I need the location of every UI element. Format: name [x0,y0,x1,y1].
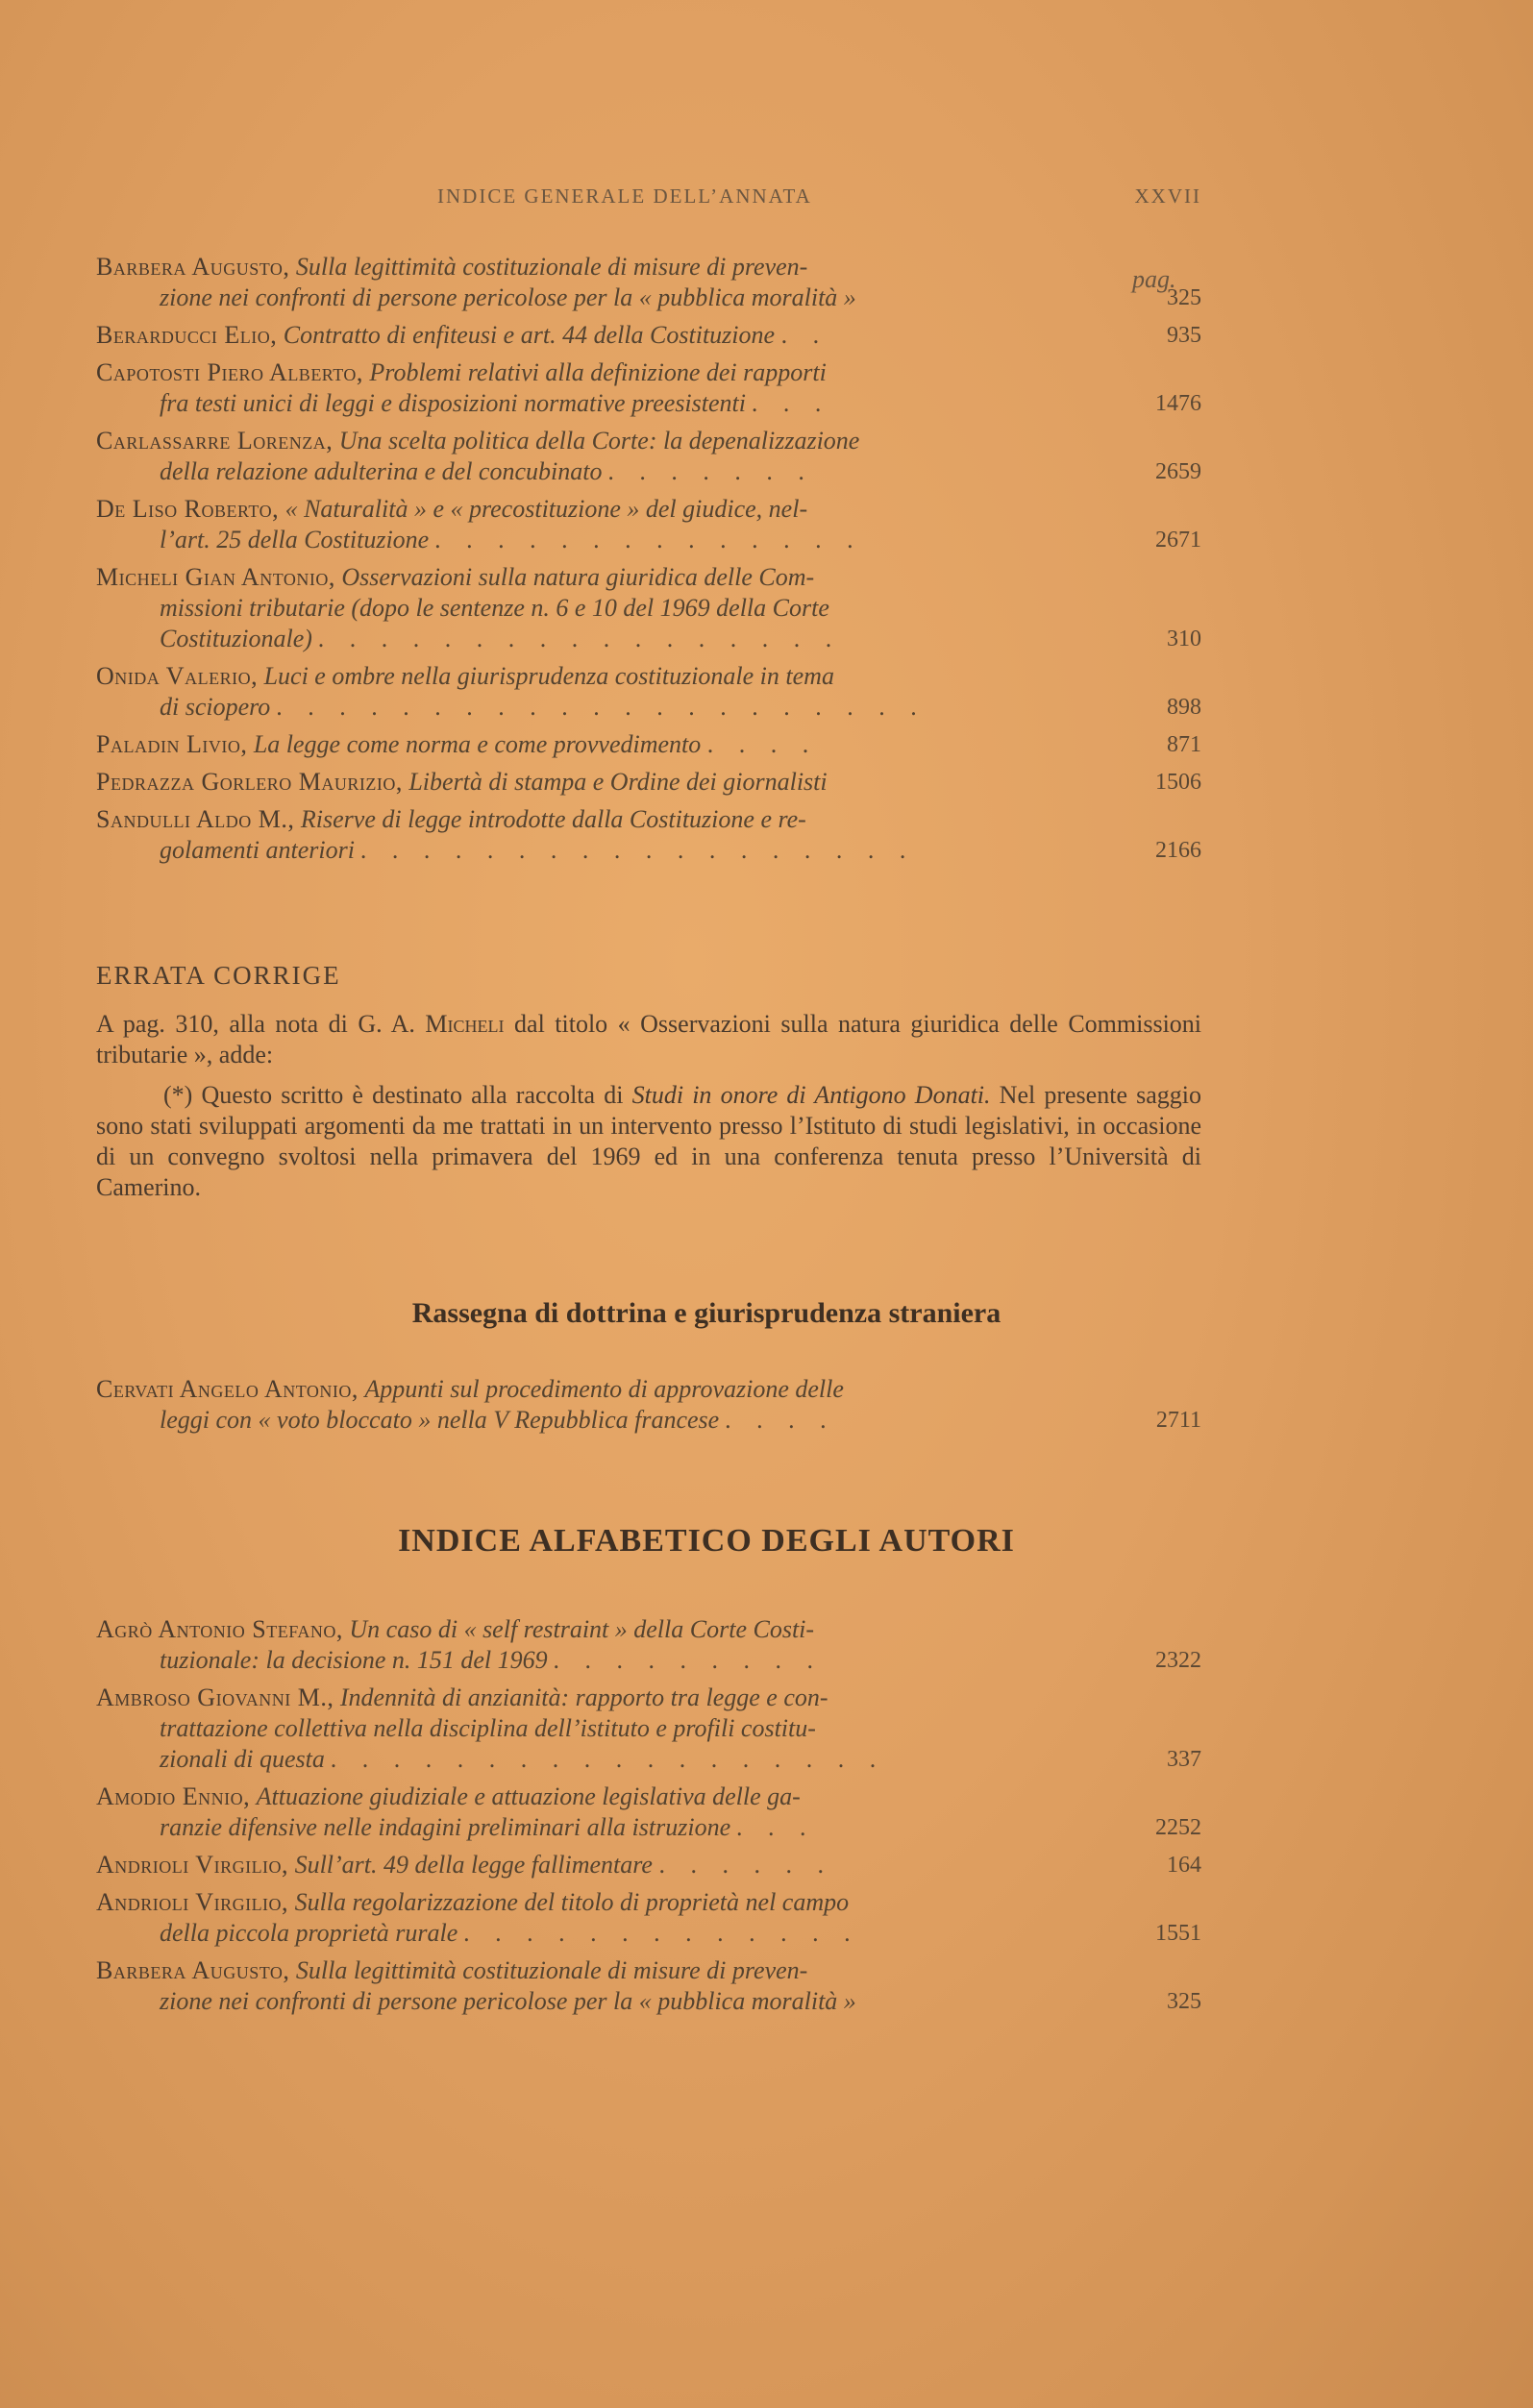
entry-author: Pedrazza Gorlero Maurizio, [96,768,403,796]
entry-page-number: 1476 [1155,391,1201,416]
entry-title-continuation: trattazione collettiva nella disciplina dell’istituto e profili costitu- [160,1714,816,1742]
index-entry [96,252,1201,313]
index-entry [96,1781,1201,1843]
index-entry [96,494,1201,555]
leader-dots: . . . . . . . . . [554,1646,824,1674]
entry-author: Andrioli Virgilio, [96,1888,289,1916]
entry-title-continuation: golamenti anteriori . . . . . . . . . . . . . . . . . . [160,836,916,864]
entry-title: Sulla legittimità costituzionale di misure di preven- [295,1956,808,1984]
entry-page-number: 2711 [1155,1408,1201,1433]
entry-title: La legge come norma e come provvedimento [253,730,702,758]
entry-author: Cervati Angelo Antonio, [96,1375,359,1403]
entry-page-number: 2322 [1155,1648,1201,1673]
leader-dots: . . . . . . . . . . . . . . [434,526,864,553]
index-entry [96,1887,1201,1949]
entry-title-continuation: ranzie difensive nelle indagini preliminari alla istruzione . . . [160,1813,817,1841]
entry-title-continuation: l’art. 25 della Costituzione . . . . . . . . . . . . . . [160,526,864,553]
index-entry [96,661,1201,723]
entry-page-number: 310 [1167,627,1201,651]
index-entry [96,320,1201,351]
entry-title: Una scelta politica della Corte: la depenalizzazione [338,427,860,455]
entry-author: Andrioli Virgilio, [96,1851,289,1879]
indice-autori-list [96,1614,1201,2024]
entry-page-number: 871 [1167,732,1201,757]
entry-title-continuation: della relazione adulterina e del concubinato . . . . . . . [160,457,815,485]
entry-author: De Liso Roberto, [96,495,280,523]
errata-body [96,1009,1201,1213]
entry-page-number: 164 [1167,1853,1201,1878]
leader-dots: . . . [736,1813,817,1841]
entry-title-continuation: della piccola proprietà rurale . . . . . . . . . . . . . [160,1919,861,1947]
entry-title: Sulla regolarizzazione del titolo di proprietà nel campo [294,1888,850,1916]
entry-page-number: 2671 [1155,528,1201,553]
errata-paragraph: A pag. 310, alla nota di G. A. Micheli dal titolo « Osservazioni sulla natura giuridica delle Commissioni tributarie », adde: [96,1010,1202,1069]
entry-page-number: 2659 [1155,459,1201,484]
index-entry [96,1955,1201,2017]
entry-title: Sulla legittimità costituzionale di misure di preven- [295,253,808,281]
entry-title: Indennità di anzianità: rapporto tra legge e con- [339,1683,828,1711]
entry-title-continuation: zione nei confronti di persone pericolose per la « pubblica moralità » [160,1987,856,2015]
entry-title-continuation: missioni tributarie (dopo le sentenze n. 6 e 10 del 1969 della Corte [160,594,829,622]
errata-note: (*) Questo scritto è destinato alla raccolta di Studi in onore di Antigono Donati. Nel presente saggio sono stati sviluppati argomenti da me trattati in un intervento presso l’Istituto di studi legislativi, in occasione di un convegno svoltosi nella primavera del 1969 ed in una conferenza tenuta presso l’Università di Camerino. [96,1081,1202,1201]
leader-dots: . . . . . . . . . . . . . . . . . . [331,1745,886,1773]
entry-page-number: 1506 [1155,770,1201,795]
entry-page-number: 325 [1167,285,1201,310]
entry-title-continuation: fra testi unici di leggi e disposizioni normative preesistenti . . . [160,389,831,417]
leader-dots: . . . . . . . . . . . . . . . . . . . . . [276,693,927,721]
entry-author: Onida Valerio, [96,662,259,690]
entry-author: Berarducci Elio, [96,321,278,349]
entry-title: Contratto di enfiteusi e art. 44 della Costituzione [283,321,776,349]
entry-author: Sandulli Aldo M., [96,805,295,833]
index-entry [96,729,1201,760]
entry-title: Riserve di legge introdotte dalla Costituzione e re- [300,805,806,833]
entry-title: Luci e ombre nella giurisprudenza costituzionale in tema [263,662,834,690]
leader-dots: . . [780,321,829,349]
entry-title-continuation: leggi con « voto bloccato » nella V Repubblica francese . . . . [160,1406,837,1434]
running-head-title: INDICE GENERALE DELL’ANNATA [437,184,812,208]
entry-author: Paladin Livio, [96,730,248,758]
entry-title-continuation: di sciopero . . . . . . . . . . . . . . . . . . . . . [160,693,927,721]
entry-title: Osservazioni sulla natura giuridica delle Com- [341,563,815,591]
entry-page-number: 325 [1167,1989,1201,2014]
entry-page-number: 1551 [1155,1921,1201,1946]
index-entry [96,426,1201,487]
index-entry [96,1614,1201,1676]
entry-title: Attuazione giudiziale e attuazione legislativa delle ga- [256,1782,801,1810]
leader-dots: . . . . . . [658,1851,833,1879]
entry-page-number: 898 [1167,695,1201,720]
entry-author: Micheli Gian Antonio, [96,563,335,591]
entry-page-number: 2166 [1155,838,1201,863]
rassegna-heading: Rassegna di dottrina e giurisprudenza straniera [411,1297,1001,1329]
entry-author: Capotosti Piero Alberto, [96,358,363,386]
entry-title: Un caso di « self restraint » della Corte Costi- [349,1615,815,1643]
entry-title: « Naturalità » e « precostituzione » del giudice, nel- [284,495,808,523]
leader-dots: . . . . [725,1406,837,1434]
leader-dots: . . . [752,389,831,417]
index-entry [96,1683,1201,1775]
index-entry [96,1374,1201,1436]
index-entry [96,357,1201,419]
index-list-top [96,252,1201,872]
entry-author: Barbera Augusto, [96,1956,290,1984]
entry-page-number: 337 [1167,1747,1201,1772]
entry-title-continuation: tuzionale: la decisione n. 151 del 1969 . . . . . . . . . [160,1646,824,1674]
index-entry [96,562,1201,654]
entry-author: Carlassarre Lorenza, [96,427,334,455]
entry-title-continuation: zionali di questa . . . . . . . . . . . . . . . . . . [160,1745,886,1773]
leader-dots: . . . . . . . . . . . . . . . . . . [360,836,916,864]
index-entry [96,1850,1201,1880]
entry-page-number: 2252 [1155,1815,1201,1840]
leader-dots: . . . . . . . . . . . . . [463,1919,861,1947]
running-head-page-number: XXVII [1134,184,1201,208]
entry-page-number: 935 [1167,323,1201,348]
index-entry [96,767,1201,798]
entry-title: Libertà di stampa e Ordine dei giornalisti [408,768,828,796]
leader-dots: . . . . [706,730,819,758]
entry-title: Appunti sul procedimento di approvazione delle [364,1375,844,1403]
entry-title-continuation: zione nei confronti di persone pericolose per la « pubblica moralità » [160,283,856,311]
entry-title: Problemi relativi alla definizione dei rapporti [369,358,827,386]
entry-title: Sull’art. 49 della legge fallimentare [294,1851,653,1879]
entry-author: Amodio Ennio, [96,1782,251,1810]
rassegna-list [96,1374,1201,1442]
errata-heading: ERRATA CORRIGE [96,961,341,990]
entry-title-continuation: Costituzionale) . . . . . . . . . . . . . . . . . [160,625,842,652]
page-column-label: pag. [1132,265,1176,293]
leader-dots: . . . . . . . . . . . . . . . . . [318,625,842,652]
indice-autori-heading: INDICE ALFABETICO DEGLI AUTORI [398,1523,1015,1559]
entry-author: Agrò Antonio Stefano, [96,1615,343,1643]
index-entry [96,804,1201,866]
leader-dots: . . . . . . . [607,457,815,485]
entry-author: Ambroso Giovanni M., [96,1683,334,1711]
entry-author: Barbera Augusto, [96,253,290,281]
